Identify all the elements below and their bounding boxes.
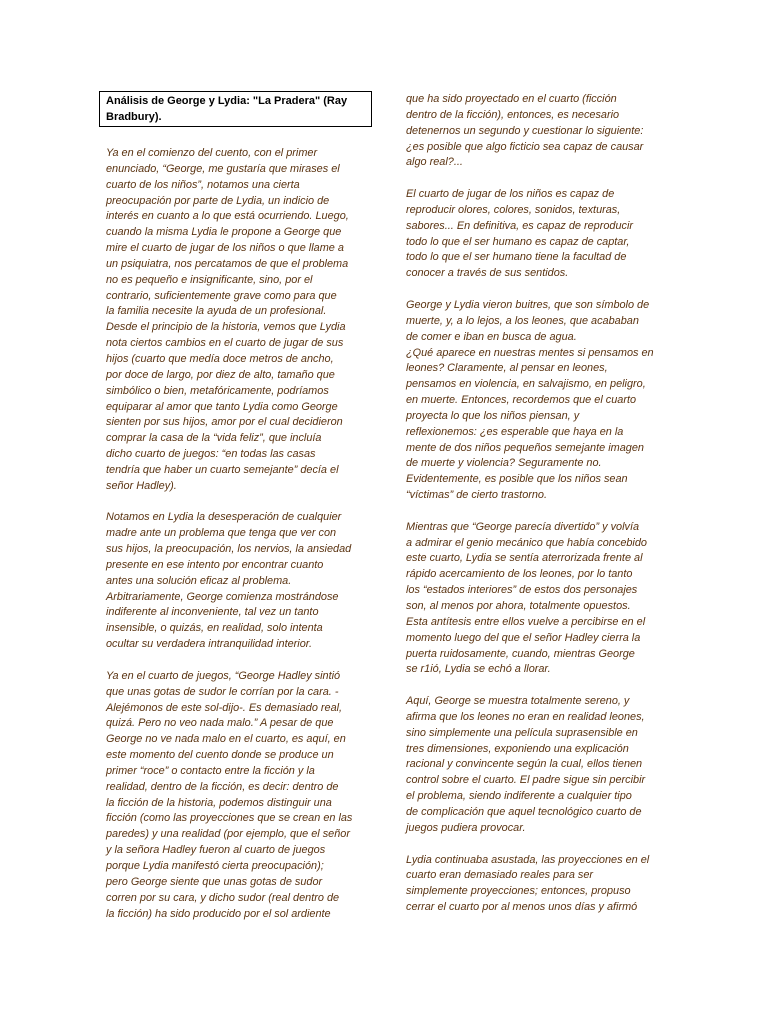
text-line: leones? Claramente, al pensar en leones,	[406, 362, 608, 375]
text-line: comprar la casa de la “vida feliz”, que incluía	[106, 432, 322, 445]
text-line: que ha sido proyectado en el cuarto (ficción	[406, 93, 617, 105]
right-column	[406, 92, 664, 932]
text-line: se r1ió, Lydia se echó a llorar.	[406, 663, 551, 676]
text-line: puerta ruidosamente, cuando, mientras George	[406, 647, 635, 660]
paragraph	[106, 510, 368, 653]
text-line: tendría que haber un cuarto semejante” decía el	[106, 463, 339, 476]
text-line: cuarto de los niños”, notamos una cierta	[106, 178, 300, 191]
text-line: Evidentemente, es posible que los niños sean	[406, 473, 628, 486]
text-line: enunciado, “George, me gustaría que mirases el	[106, 162, 340, 175]
text-line: nota ciertos cambios en el cuarto de jugar de sus	[106, 337, 344, 350]
text-line: cuarto eran demasiado reales para ser	[406, 869, 594, 882]
title-line: Análisis de George y Lydia: "La Pradera" (Ray	[106, 95, 348, 107]
text-line: señor Hadley).	[106, 479, 177, 492]
text-line: sino simplemente una película suprasensible en	[406, 726, 638, 739]
text-line: Arbitrariamente, George comienza mostrándose	[106, 590, 339, 603]
text-line: mire el cuarto de jugar de los niños o que llame a	[106, 242, 344, 255]
text-line: contrario, suficientemente grave como para que	[106, 289, 337, 302]
text-line: Aquí, George se muestra totalmente sereno, y	[406, 695, 630, 708]
text-line: Ya en el cuarto de juegos, “George Hadley sintió	[106, 669, 341, 682]
text-line: reflexionemos: ¿es esperable que haya en la	[406, 425, 624, 438]
text-line: antes una solución eficaz al problema.	[106, 574, 292, 587]
text-line: Esta antítesis entre ellos vuelve a percibirse en el	[406, 615, 646, 628]
text-line: que unas gotas de sudor le corrían por la cara. -	[106, 685, 339, 698]
text-line: todo lo que el ser humano es capaz de captar,	[406, 235, 630, 248]
paragraph	[406, 694, 664, 837]
text-line: sabores... En definitiva, es capaz de reproducir	[406, 219, 634, 232]
text-line: dicho cuarto de juegos: “en todas las casas	[106, 448, 316, 461]
text-line: preocupación por parte de Lydia, un indicio de	[106, 194, 330, 207]
text-line: reproducir olores, colores, sonidos, texturas,	[406, 203, 621, 216]
text-line: realidad, dentro de la ficción, es decir: dentro de	[106, 780, 339, 793]
text-line: madre ante un problema que tenga que ver con	[106, 527, 337, 540]
text-line: afirma que los leones no eran en realidad leones,	[406, 710, 645, 723]
text-line: juegos pudiera provocar.	[406, 821, 526, 834]
text-line: momento luego del que el señor Hadley cierra la	[406, 631, 641, 644]
text-line: Alejémonos de este sol-dijo-. Es demasiado real,	[106, 701, 343, 714]
text-line: insensible, o quizás, en realidad, solo intenta	[106, 622, 323, 635]
text-line: proyecta lo que los niños piensan, y	[406, 409, 580, 422]
text-line: cerrar el cuarto por al menos unos días y afirmó	[406, 901, 638, 914]
text-line: Desde el principio de la historia, vemos que Lydia	[106, 321, 346, 334]
text-line: ocultar su verdadera intranquilidad interior.	[106, 638, 313, 651]
paragraph	[406, 92, 664, 171]
text-line: por doce de largo, por diez de alto, tamaño que	[106, 368, 335, 381]
text-line: primer “roce” o contacto entre la ficción y la	[106, 764, 315, 777]
text-line: El cuarto de jugar de los niños es capaz de	[406, 188, 615, 201]
text-line: rápido acercamiento de los leones, por lo tanto	[406, 568, 633, 581]
text-line: pensamos en violencia, en salvajismo, en peligro,	[406, 378, 646, 391]
text-line: de muerte y violencia? Seguramente no.	[406, 457, 602, 470]
text-line: simbólico o bien, metafóricamente, podríamos	[106, 384, 329, 397]
left-column	[106, 146, 368, 938]
paragraph	[406, 187, 664, 282]
text-line: equiparar al amor que tanto Lydia como George	[106, 400, 338, 413]
text-line: tres dimensiones, exponiendo una explicación	[406, 742, 629, 755]
text-line: cuando la misma Lydia le propone a George que	[106, 226, 342, 239]
text-line: a admirar el genio mecánico que había concebido	[406, 536, 647, 549]
text-line: ficción (como las proyecciones que se crean en las	[106, 812, 353, 825]
text-line: un psiquiatra, nos percatamos de que el problema	[106, 257, 349, 270]
text-line: el problema, siendo indiferente a cualquier tipo	[406, 790, 632, 803]
text-line: ¿es posible que algo ficticio sea capaz de causar	[406, 140, 644, 153]
paragraph	[406, 853, 664, 916]
text-line: George y Lydia vieron buitres, que son símbolo de	[406, 298, 650, 311]
text-line: pero George siente que unas gotas de sudor	[106, 875, 323, 888]
text-line: de complicación que aquel tecnológico cuarto de	[406, 805, 642, 818]
text-line: Notamos en Lydia la desesperación de cualquier	[106, 511, 342, 524]
text-line: “víctimas” de cierto trastorno.	[406, 489, 548, 502]
text-line: mente de dos niños pequeños semejante imagen	[406, 441, 644, 454]
text-line: quizá. Pero no veo nada malo.” A pesar de que	[106, 717, 334, 730]
text-line: control sobre el cuarto. El padre sigue sin percibir	[406, 774, 646, 787]
text-line: este momento del cuento donde se produce un	[106, 749, 334, 762]
text-line: detenernos un segundo y cuestionar lo siguiente:	[406, 124, 644, 137]
text-line: los “estados interiores” de estos dos personajes	[406, 584, 638, 597]
text-line: Lydia continuaba asustada, las proyecciones en el	[406, 853, 650, 866]
text-line: porque Lydia manifestó cierta preocupación);	[106, 859, 324, 872]
text-line: la familia necesite la ayuda de un profesional.	[106, 305, 327, 318]
paragraph	[406, 298, 664, 504]
text-line: en muerte. Entonces, recordemos que el cuarto	[406, 394, 637, 407]
paragraph	[406, 520, 664, 678]
text-line: sus hijos, la preocupación, los nervios, la ansiedad	[106, 543, 352, 556]
text-line: corren por su cara, y dicho sudor (real dentro de	[106, 891, 340, 904]
text-line: este cuarto, Lydia se sentía aterrorizada frente al	[406, 552, 643, 565]
text-line: la ficción de la historia, podemos distinguir una	[106, 796, 332, 809]
text-line: racional y convincente según la cual, ellos tienen	[406, 758, 643, 771]
text-line: simplemente proyecciones; entonces, propuso	[406, 885, 631, 898]
title-line: Bradbury).	[106, 110, 162, 123]
text-line: Mientras que “George parecía divertido” y volvía	[406, 520, 640, 533]
text-line: paredes) y una realidad (por ejemplo, que el señor	[106, 828, 350, 841]
text-line: George no ve nada malo en el cuarto, es aquí, en	[106, 733, 346, 746]
text-line: todo lo que el ser humano tiene la facultad de	[406, 251, 627, 264]
text-line: son, al menos por ahora, totalmente opuestos.	[406, 600, 631, 612]
document-title	[99, 91, 372, 127]
text-line: sienten por sus hijos, amor por el cual decidieron	[106, 416, 343, 429]
text-line: de comer e iban en busca de agua.	[406, 330, 577, 343]
paragraph	[106, 669, 368, 923]
text-line: algo real?...	[406, 156, 463, 169]
text-line: indiferente al inconveniente, tal vez un tanto	[106, 606, 319, 619]
paragraph	[106, 146, 368, 495]
text-line: la ficción) ha sido producido por el sol ardiente	[106, 907, 331, 920]
text-line: interés en cuanto a lo que está ocurriendo. Luego,	[106, 210, 349, 223]
text-line: dentro de la ficción), entonces, es necesario	[406, 108, 620, 121]
text-line: ¿Qué aparece en nuestras mentes si pensamos en	[406, 346, 654, 359]
text-line: y la señora Hadley fueron al cuarto de juegos	[106, 844, 326, 857]
text-line: presente en ese intento por encontrar cuanto	[106, 558, 324, 571]
text-line: no es pequeño e insignificante, sino, por el	[106, 273, 313, 286]
text-line: Ya en el comienzo del cuento, con el primer	[106, 147, 318, 159]
text-line: muerte, y, a lo lejos, a los leones, que acababan	[406, 314, 639, 327]
text-line: conocer a través de sus sentidos.	[406, 267, 569, 280]
text-line: hijos (cuarto que medía doce metros de ancho,	[106, 352, 334, 365]
